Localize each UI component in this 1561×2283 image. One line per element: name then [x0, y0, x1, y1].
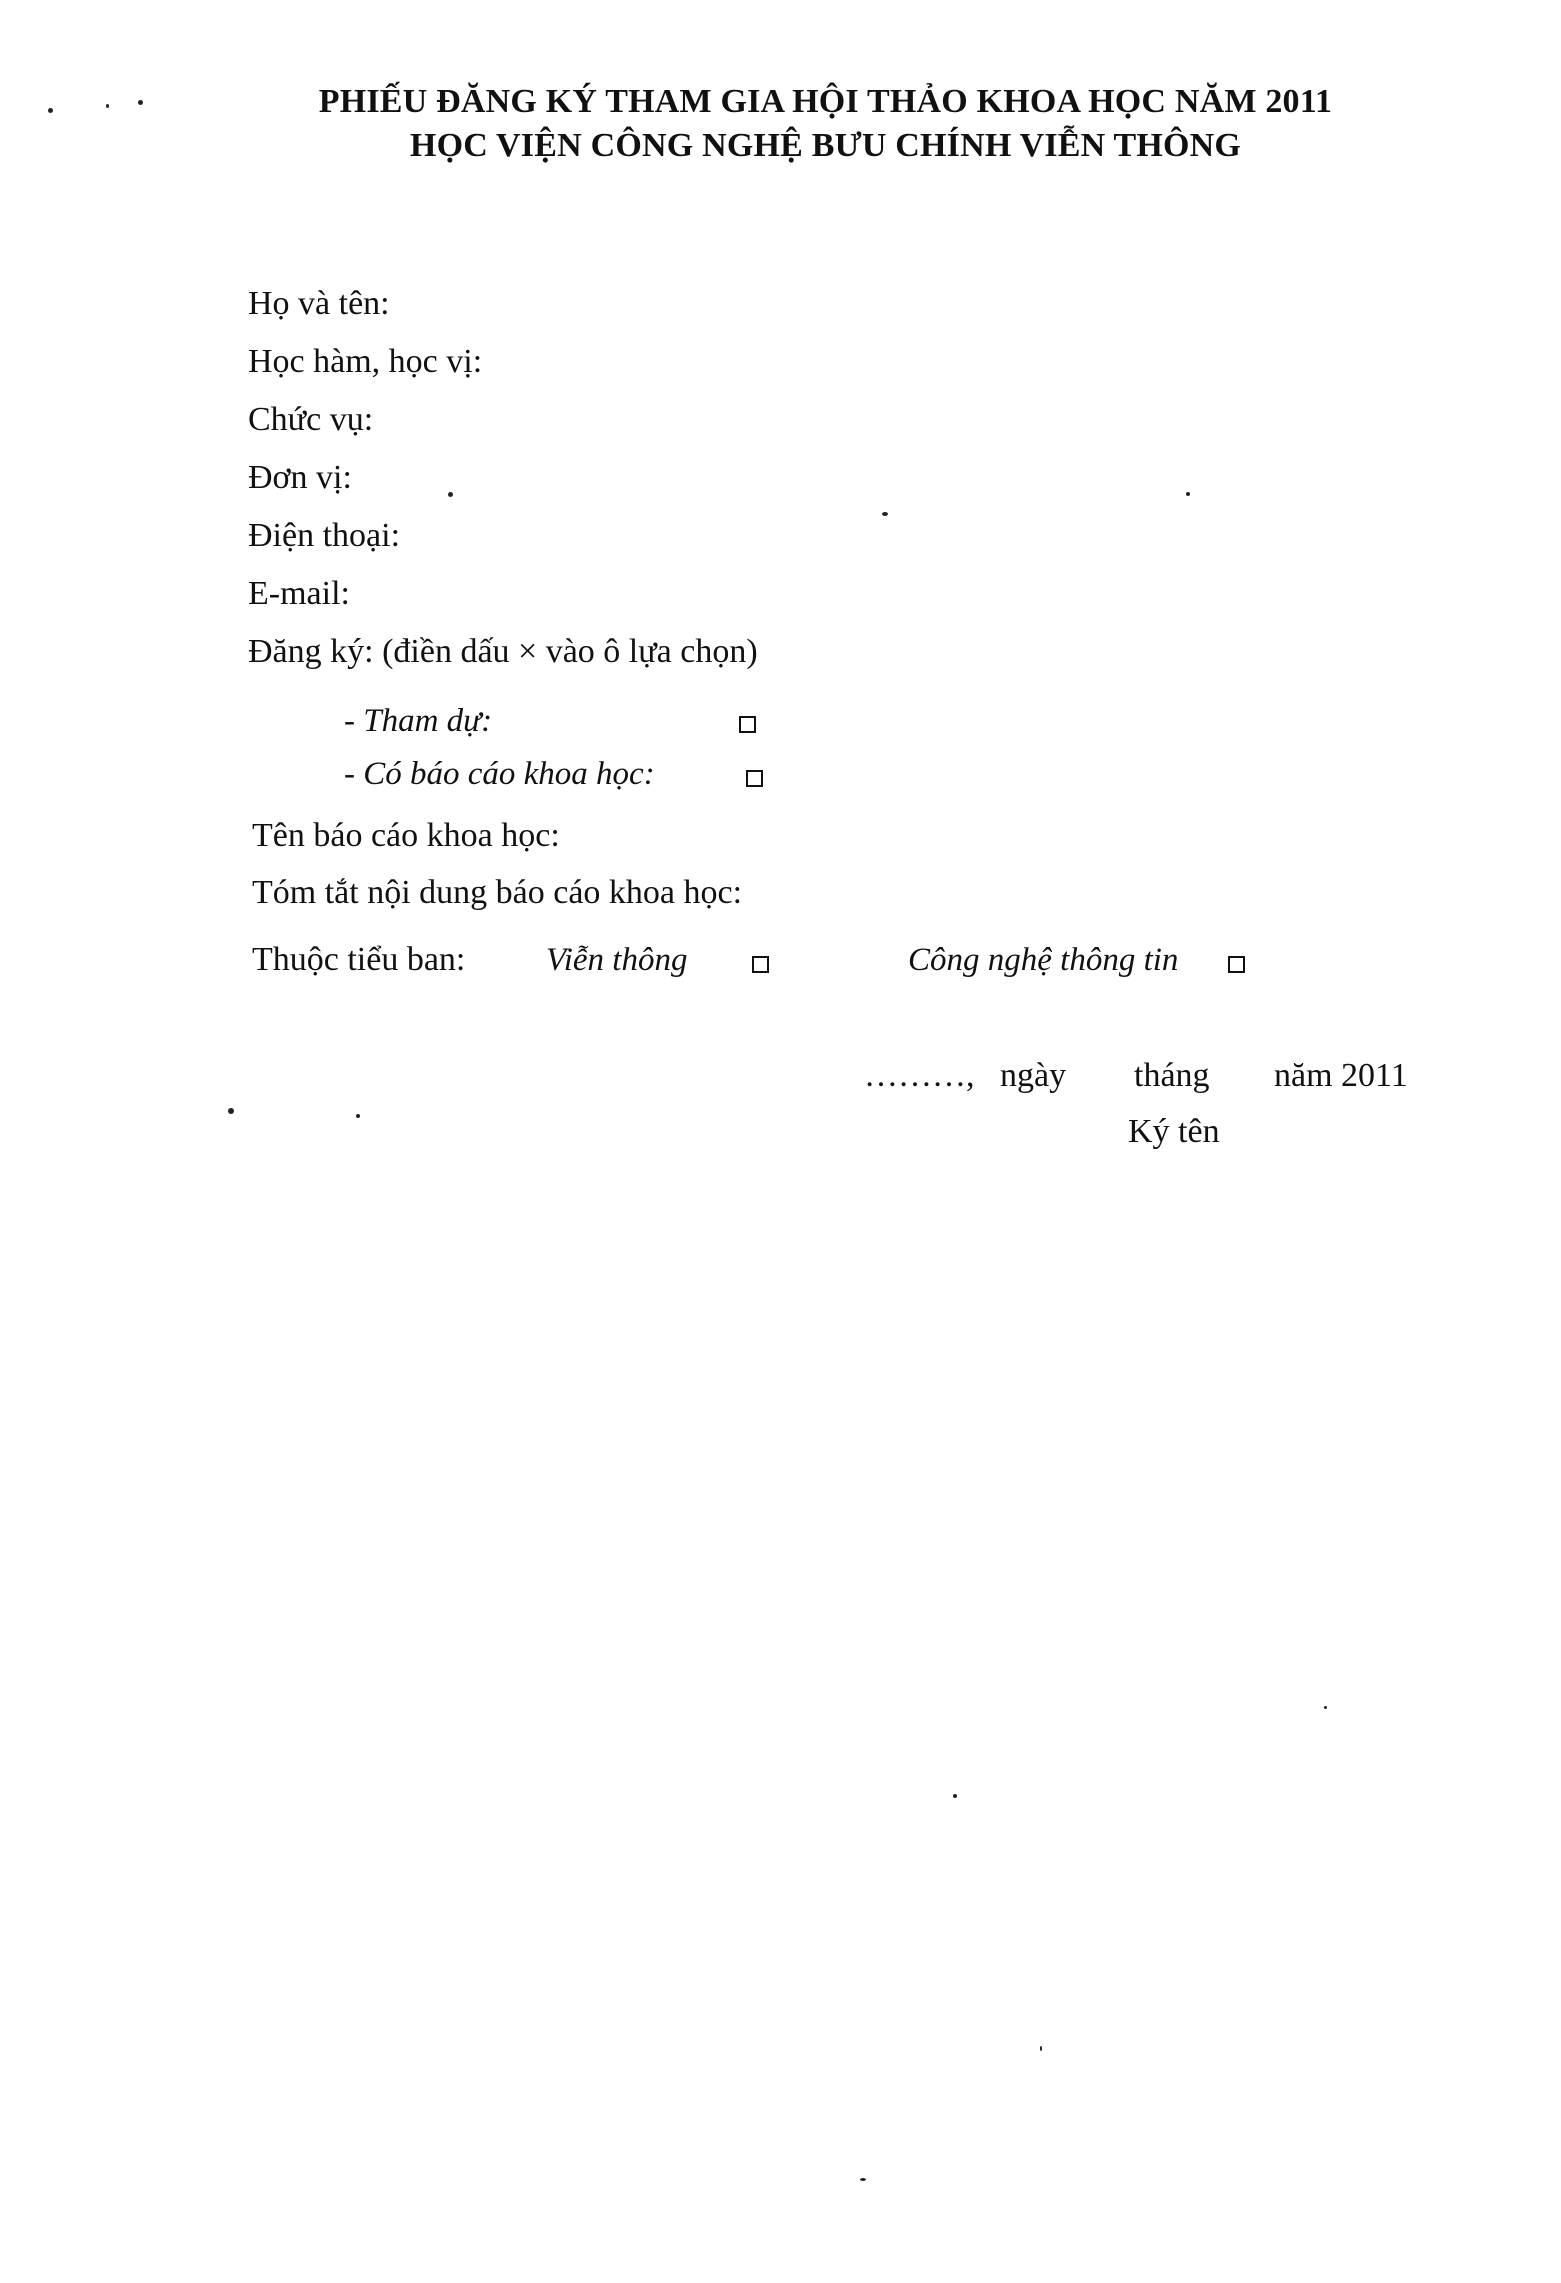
field-phone[interactable]: Điện thoại:	[248, 517, 401, 554]
scan-speck	[356, 1114, 360, 1118]
field-email[interactable]: E-mail:	[248, 575, 350, 612]
scan-speck	[1186, 492, 1190, 496]
date-month: tháng	[1134, 1057, 1210, 1094]
scan-speck	[953, 1794, 957, 1798]
scan-speck	[106, 104, 109, 108]
field-report-title[interactable]: Tên báo cáo khoa học:	[252, 817, 560, 854]
it-checkbox[interactable]	[1228, 956, 1245, 973]
subcommittee-label: Thuộc tiểu ban:	[252, 941, 466, 978]
form-subtitle: HỌC VIỆN CÔNG NGHỆ BƯU CHÍNH VIỄN THÔNG	[409, 127, 1242, 164]
attend-checkbox[interactable]	[739, 716, 756, 733]
date-year: năm 2011	[1274, 1057, 1408, 1094]
form-header	[0, 80, 1561, 168]
scan-speck	[1040, 2046, 1042, 2051]
present-checkbox[interactable]	[746, 770, 763, 787]
form-title: PHIẾU ĐĂNG KÝ THAM GIA HỘI THẢO KHOA HỌC NĂM 2011	[318, 83, 1333, 120]
scan-speck	[138, 100, 143, 105]
scan-speck	[448, 492, 453, 497]
scan-speck	[860, 2178, 866, 2181]
scan-speck	[882, 512, 888, 516]
field-report-summary[interactable]: Tóm tắt nội dung báo cáo khoa học:	[252, 874, 743, 911]
scan-speck	[228, 1108, 234, 1114]
option-attend-label: - Tham dự:	[344, 703, 493, 739]
option-present-label: - Có báo cáo khoa học:	[344, 756, 655, 792]
signature-label: Ký tên	[1128, 1113, 1220, 1150]
field-unit[interactable]: Đơn vị:	[248, 459, 352, 496]
telecom-checkbox[interactable]	[752, 956, 769, 973]
field-position[interactable]: Chức vụ:	[248, 401, 374, 438]
date-day: ngày	[1000, 1057, 1067, 1094]
field-name[interactable]: Họ và tên:	[248, 285, 390, 322]
field-register: Đăng ký: (điền dấu × vào ô lựa chọn)	[248, 633, 758, 670]
subcommittee-it-label: Công nghệ thông tin	[908, 942, 1179, 978]
subcommittee-telecom-label: Viễn thông	[546, 942, 688, 978]
field-degree[interactable]: Học hàm, học vị:	[248, 343, 483, 380]
date-dots: ………,	[864, 1057, 975, 1094]
scan-speck	[1324, 1706, 1327, 1709]
scan-speck	[48, 108, 53, 113]
